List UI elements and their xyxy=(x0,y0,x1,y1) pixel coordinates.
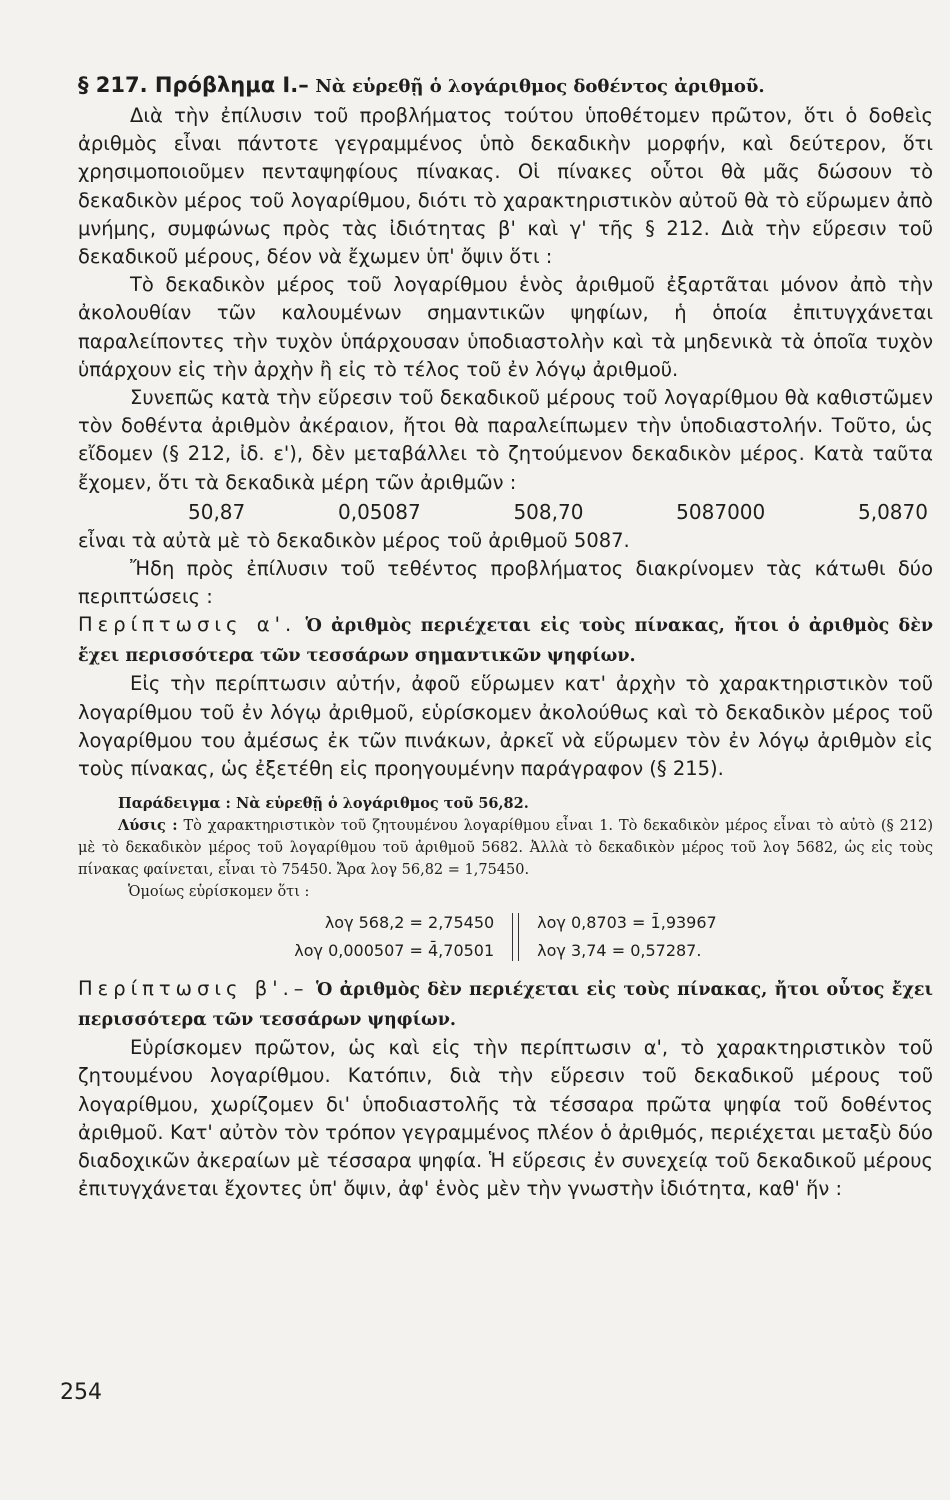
solution-text: Τὸ χαρακτηριστικὸν τοῦ ζητουμένου λογαρίθμου εἶναι 1. Τὸ δεκαδικὸν μέρος εἶναι τὸ αὐτὸ (§ 212) μὲ τὸ δεκαδικὸν μέρος τοῦ λογαρίθμου τοῦ ἀριθμοῦ 5682. Ἀλλὰ τὸ δεκαδικὸν μέρος τοῦ λογ 5682, ὡς εἰς τοὺς πίνακας φαίνεται, εἶναι τὸ 75450. Ἄρα λογ 56,82 = 1,75450. xyxy=(78,818,934,879)
page-body xyxy=(78,70,933,1203)
number-item: 50,87 xyxy=(188,499,246,524)
solution-label: Λύσις : xyxy=(118,817,178,835)
case-b-text: Εὑρίσκομεν πρῶτον, ὡς καὶ εἰς τὴν περίπτωσιν α', τὸ χαρακτηριστικὸν τοῦ ζητουμένου λογαρίθμου. Κατόπιν, διὰ τὴν εὕρεσιν τοῦ δεκαδικοῦ μέρους τοῦ λογαρίθμου, χωρίζομεν δι' ὑποδιαστολῆς τὰ τέσσαρα πρῶτα ψηφία τοῦ δοθέντος ἀριθμοῦ. Κατ' αὐτὸν τὸν τρόπον γεγραμμένος πλέον ὁ ἀριθμός, περιέχεται μεταξὺ δύο διαδοχικῶν ἀκεραίων μὲ τέσσαρα ψηφία. Ἡ εὕρεσις ἐν συνεχείᾳ τοῦ δεκαδικοῦ μέρους ἐπιτυγχάνεται ἔχοντες ὑπ' ὄψιν, ἀφ' ἑνὸς μὲν τὴν γνωστὴν ἰδιότητα, καθ' ἥν : xyxy=(78,1036,933,1201)
log-column-right xyxy=(521,909,733,965)
section-title: Νὰ εὑρεθῇ ὁ λογάριθμος δοθέντος ἀριθμοῦ. xyxy=(315,76,765,97)
case-a-title: Ὁ ἀριθμὸς περιέχεται εἰς τοὺς πίνακας, ἤτοι ὁ ἀριθμὸς δὲν ἔχει περισσότερα τῶν τεσσάρων σημαντικῶν ψηφίων. xyxy=(78,616,933,666)
paragraph-after-numbers: εἶναι τὰ αὐτὰ μὲ τὸ δεκαδικὸν μέρος τοῦ ἀριθμοῦ 5087. xyxy=(78,528,630,552)
example-solution xyxy=(78,815,933,881)
page-number: 254 xyxy=(60,1380,102,1405)
case-a-label: Περίπτωσις α'. xyxy=(78,613,297,637)
log-line: λογ 3,74 = 0,57287. xyxy=(537,941,702,961)
case-b-heading xyxy=(78,975,933,1034)
number-item: 5,0870 xyxy=(857,499,928,524)
number-item: 508,70 xyxy=(513,499,584,524)
example-heading: Παράδειγμα : Νὰ εὑρεθῇ ὁ λογάριθμος τοῦ 56,82. xyxy=(118,795,529,813)
example-again: Ὁμοίως εὑρίσκομεν ὅτι : xyxy=(128,884,310,901)
log-line: λογ 0,8703 = 1̄,93967 xyxy=(537,913,717,933)
log-line: λογ 568,2 = 2,75450 xyxy=(324,913,495,933)
column-separator xyxy=(512,913,519,961)
paragraph-intro: Διὰ τὴν ἐπίλυσιν τοῦ προβλήματος τούτου ὑποθέτομεν πρῶτον, ὅτι ὁ δοθεὶς ἀριθμὸς εἶναι πάντοτε γεγραμμένος ὑπὸ δεκαδικὴν μορφήν, καὶ δεύτερον, ὅτι χρησιμοποιοῦμεν πενταψηφίους πίνακας. Οἱ πίνακες οὗτοι θὰ μᾶς δώσουν τὸ δεκαδικὸν μέρος τοῦ λογαρίθμου, διότι τὸ χαρακτηριστικὸν αὐτοῦ θὰ τὸ εὕρωμεν ἀπὸ μνήμης, συμφώνως πρὸς τὰς ἰδιότητας β' καὶ γ' τῆς § 212. Διὰ τὴν εὕρεσιν τοῦ δεκαδικοῦ μέρους, δέον νὰ ἔχωμεν ὑπ' ὄψιν ὅτι : xyxy=(78,104,933,269)
section-number: § 217. Πρόβλημα Ι.– xyxy=(78,73,309,97)
case-b-label: Περίπτωσις β'.– xyxy=(78,977,309,1001)
section-heading xyxy=(78,70,933,102)
number-item: 5087000 xyxy=(676,499,766,524)
log-column-left xyxy=(278,909,510,965)
example-block xyxy=(78,793,933,965)
case-a-text: Εἰς τὴν περίπτωσιν αὐτήν, ἀφοῦ εὕρωμεν κατ' ἀρχὴν τὸ χαρακτηριστικὸν τοῦ λογαρίθμου τοῦ ἐν λόγῳ ἀριθμοῦ, εὑρίσκομεν ἀκολούθως καὶ τὸ δεκαδικὸν μέρος τοῦ λογαρίθμου του ἀμέσως ἐκ τῶν πινάκων, ἀρκεῖ νὰ εὕρωμεν τὸν ἐν λόγῳ ἀριθμὸν εἰς τοὺς πίνακας, ὡς ἐξετέθη εἰς προηγουμένην παράγραφον (§ 215). xyxy=(78,672,933,781)
number-item: 0,05087 xyxy=(338,499,421,524)
paragraph-decimal-part: Τὸ δεκαδικὸν μέρος τοῦ λογαρίθμου ἑνὸς ἀριθμοῦ ἐξαρτᾶται μόνον ἀπὸ τὴν ἀκολουθίαν τῶν καλουμένων σημαντικῶν ψηφίων, ἡ ὁποία ἐπιτυγχάνεται παραλείποντες τὴν τυχὸν ὑπάρχουσαν ὑποδιαστολὴν καὶ τὰ μηδενικὰ τὰ ὁποῖα τυχὸν ὑπάρχουν εἰς τὴν ἀρχὴν ἢ εἰς τὸ τέλος τοῦ ἐν λόγῳ ἀριθμοῦ. xyxy=(78,273,933,381)
paragraph-two-cases: Ἤδη πρὸς ἐπίλυσιν τοῦ τεθέντος προβλήματος διακρίνομεν τὰς κάτωθι δύο περιπτώσεις : xyxy=(78,557,933,609)
case-b-title: Ὁ ἀριθμὸς δὲν περιέχεται εἰς τοὺς πίνακας, ἤτοι οὗτος ἔχει περισσότερα τῶν τεσσάρων ψηφίων. xyxy=(78,980,934,1030)
example-numbers xyxy=(188,497,928,527)
log-results xyxy=(78,909,933,965)
case-a-heading xyxy=(78,611,933,670)
log-line: λογ 0,000507 = 4̄,70501 xyxy=(294,941,495,961)
paragraph-consequently: Συνεπῶς κατὰ τὴν εὕρεσιν τοῦ δεκαδικοῦ μέρους τοῦ λογαρίθμου θὰ καθιστῶμεν τὸν δοθέντα ἀριθμὸν ἀκέραιον, ἤτοι θὰ παραλείπωμεν τὴν ὑποδιαστολήν. Τοῦτο, ὡς εἴδομεν (§ 212, ἰδ. ε'), δὲν μεταβάλλει τὸ ζητούμενον δεκαδικὸν μέρος. Κατὰ ταῦτα ἔχομεν, ὅτι τὰ δεκαδικὰ μέρη τῶν ἀριθμῶν : xyxy=(78,386,933,494)
